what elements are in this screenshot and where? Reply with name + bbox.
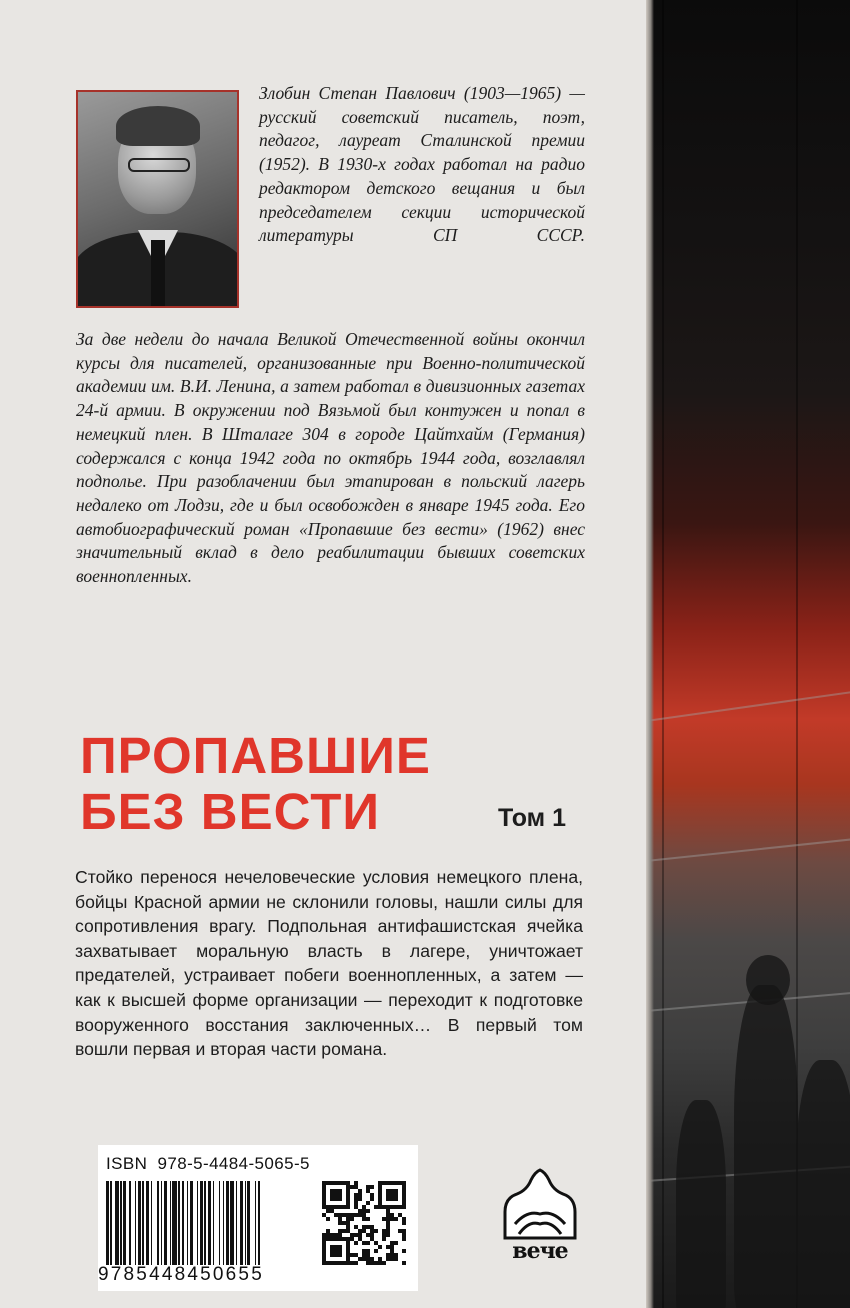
author-photo — [76, 90, 239, 308]
qr-module — [394, 1241, 398, 1245]
qr-module — [402, 1261, 406, 1265]
qr-module — [374, 1229, 378, 1233]
qr-module — [370, 1197, 374, 1201]
cover-photo-background — [646, 0, 850, 1308]
book-title — [80, 728, 431, 840]
isbn-label: ISBN — [106, 1154, 148, 1173]
qr-module — [354, 1261, 358, 1265]
photo-hair-shape — [116, 106, 200, 146]
author-bio-bottom: За две недели до начала Великой Отечественной войны окончил курсы для писателей, организованные при Военно-политической академии им. В.И. Ленина, а затем работал в дивизионных газетах 24-й армии. В окружении под Вязьмой был контужен и попал в немецкий плен. В Шталаге 304 в городе Цайтхайм (Германия) содержался с конца 1942 года по октябрь 1944 года, возглавлял подполье. При разоблачении был этапирован в польский лагерь недалеко от Лодзи, где и был освобожден в январе 1945 года. Его автобиографический роман «Пропавшие без вести» (1962) внес значительный вклад в дело реабилитации бывших советских военнопленных. — [76, 329, 585, 587]
publisher-logo — [497, 1168, 583, 1268]
qr-module — [402, 1221, 406, 1225]
qr-module — [366, 1201, 370, 1205]
qr-module — [338, 1253, 342, 1257]
ean-digits: 9785448450655 — [98, 1264, 264, 1285]
prisoner-silhouette — [676, 1100, 726, 1308]
qr-module — [402, 1237, 406, 1241]
qr-module — [358, 1197, 362, 1201]
book-annotation: Стойко перенося нечеловеческие условия немецкого плена, бойцы Красной армии не склонили головы, нашли силы для сопротивления врагу. Подпольная антифашистская ячейка захватывает моральную власть в лагере, уничтожает предателей, устраивает побеги военнопленных, а затем — как к высшей форме организации — переходит к подготовке вооруженного восстания заключенных… В первый том вошли первая и вторая части романа. — [75, 867, 583, 1060]
author-bio-top: Злобин Степан Павлович (1903—1965) — русский советский писатель, поэт, педагог, лауреат Сталинской премии (1952). В 1930-х годах работал на радио редактором детского вещания и был председателем секции исторической литературы СП СССР. — [259, 83, 585, 246]
isbn-line — [106, 1154, 310, 1174]
qr-module — [338, 1197, 342, 1201]
book-title-line2: БЕЗ ВЕСТИ — [80, 783, 381, 840]
publisher-name: вече — [512, 1238, 568, 1264]
qr-module — [366, 1217, 370, 1221]
qr-code — [322, 1181, 406, 1265]
qr-module — [394, 1197, 398, 1201]
qr-module — [394, 1257, 398, 1261]
cover-edge-shadow — [646, 0, 654, 1308]
qr-module — [326, 1217, 330, 1221]
qr-module — [402, 1205, 406, 1209]
qr-module — [374, 1249, 378, 1253]
isbn-number: 978-5-4484-5065-5 — [157, 1154, 310, 1173]
qr-module — [402, 1249, 406, 1253]
spine-crease — [662, 0, 664, 1308]
book-title-line1: ПРОПАВШИЕ — [80, 727, 431, 784]
qr-module — [382, 1261, 386, 1265]
qr-module — [366, 1209, 370, 1213]
prisoner-silhouette — [734, 985, 798, 1308]
qr-module — [346, 1205, 350, 1209]
barcode-panel — [98, 1145, 418, 1291]
qr-module — [370, 1185, 374, 1189]
barcode-bars — [106, 1181, 310, 1265]
qr-module — [386, 1233, 390, 1237]
qr-module — [350, 1217, 354, 1221]
qr-module — [394, 1217, 398, 1221]
volume-label: Том 1 — [498, 804, 566, 832]
prisoner-silhouette — [796, 1060, 850, 1308]
barbed-wire-line — [646, 838, 850, 862]
qr-module — [366, 1241, 370, 1245]
barcode-gap — [260, 1181, 261, 1265]
prisoner-head-silhouette — [746, 955, 790, 1005]
qr-module — [378, 1245, 382, 1249]
publisher-logo-icon — [497, 1168, 583, 1240]
photo-tie-shape — [151, 240, 165, 308]
qr-module — [382, 1237, 386, 1241]
qr-module — [354, 1241, 358, 1245]
barbed-wire-line — [646, 691, 850, 722]
photo-glasses-shape — [128, 158, 190, 172]
